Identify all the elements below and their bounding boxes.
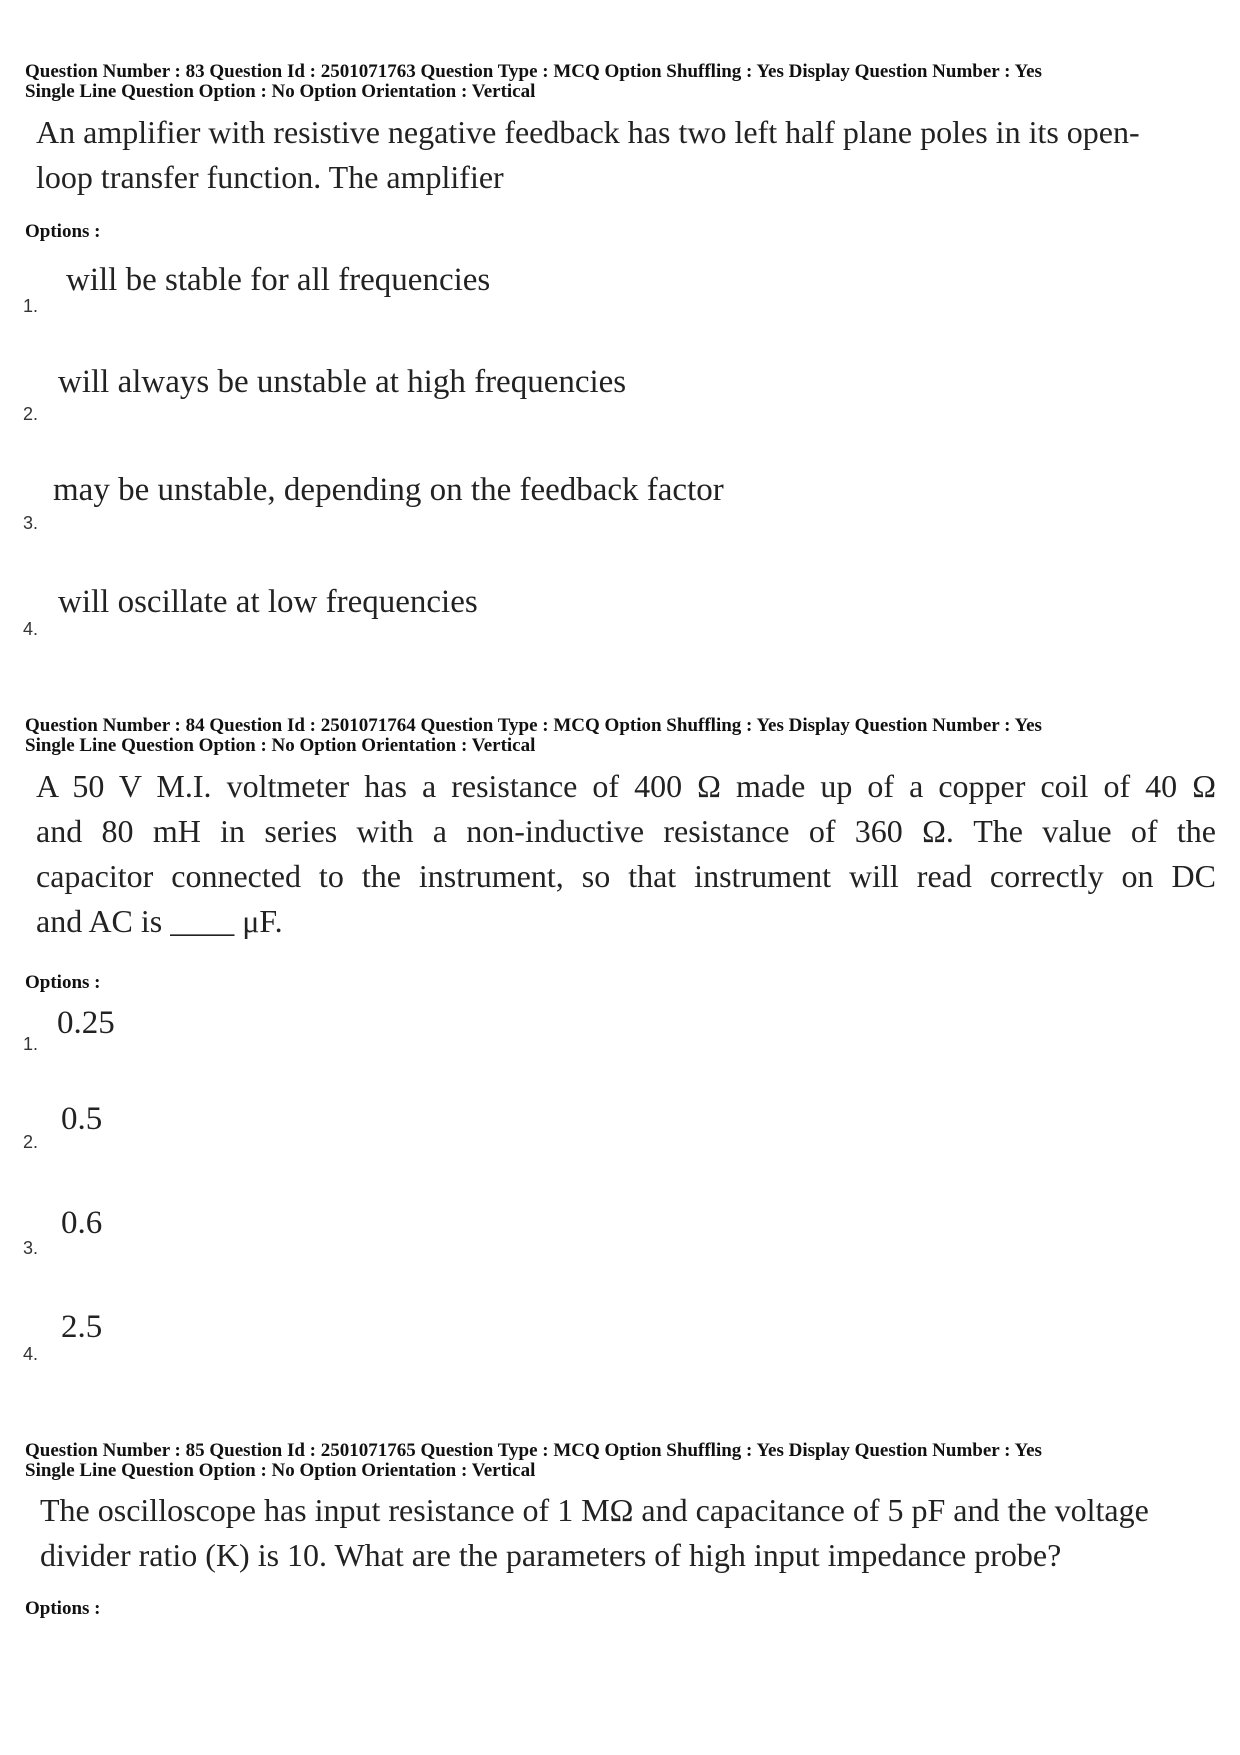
- question-text: [36, 764, 1216, 944]
- question-text-line: and AC is ____ μF.: [36, 903, 283, 939]
- option-number: 1.: [23, 296, 39, 316]
- question-meta: [25, 62, 1042, 102]
- question-meta-line: Single Line Question Option : No Option Orientation : Vertical: [25, 735, 536, 756]
- option-number: 1.: [23, 1034, 39, 1054]
- option-text[interactable]: 0.25: [57, 1005, 115, 1041]
- question-meta-line: Question Number : 84 Question Id : 2501071764 Question Type : MCQ Option Shuffling : Yes Display Question Number : Yes: [25, 715, 1042, 736]
- option-number: 2.: [23, 1132, 39, 1152]
- question-text-line: loop transfer function. The amplifier: [36, 159, 504, 195]
- options-label: Options :: [25, 972, 101, 993]
- question-meta-line: Question Number : 85 Question Id : 2501071765 Question Type : MCQ Option Shuffling : Yes Display Question Number : Yes: [25, 1440, 1042, 1461]
- question-text-line: and 80 mH in series with a non-inductive resistance of 360 Ω. The value of the: [36, 813, 1216, 849]
- question-text-line: A 50 V M.I. voltmeter has a resistance of 400 Ω made up of a copper coil of 40 Ω: [36, 768, 1216, 804]
- option-number: 3.: [23, 513, 39, 533]
- question-text-line: The oscilloscope has input resistance of 1 MΩ and capacitance of 5 pF and the voltage: [40, 1492, 1149, 1528]
- question-meta-line: Single Line Question Option : No Option Orientation : Vertical: [25, 1460, 536, 1481]
- option-text[interactable]: will oscillate at low frequencies: [58, 584, 478, 620]
- option-number: 3.: [23, 1238, 39, 1258]
- options-label: Options :: [25, 1598, 101, 1619]
- option-text[interactable]: 0.6: [61, 1205, 103, 1241]
- question-text-line: capacitor connected to the instrument, so that instrument will read correctly on DC: [36, 858, 1216, 894]
- option-number: 4.: [23, 619, 39, 639]
- option-number: 4.: [23, 1344, 39, 1364]
- question-text: [40, 1488, 1220, 1578]
- option-text[interactable]: 2.5: [61, 1309, 103, 1345]
- options-label: Options :: [25, 221, 101, 242]
- question-text: [36, 110, 1216, 200]
- question-text-line: An amplifier with resistive negative feedback has two left half plane poles in its open-: [36, 114, 1140, 150]
- option-text[interactable]: will be stable for all frequencies: [66, 262, 491, 298]
- question-meta-line: Single Line Question Option : No Option Orientation : Vertical: [25, 81, 536, 102]
- option-text[interactable]: may be unstable, depending on the feedback factor: [53, 472, 724, 508]
- question-meta-line: Question Number : 83 Question Id : 2501071763 Question Type : MCQ Option Shuffling : Yes Display Question Number : Yes: [25, 61, 1042, 82]
- question-meta: [25, 1441, 1042, 1481]
- question-meta: [25, 716, 1042, 756]
- question-text-line: divider ratio (K) is 10. What are the parameters of high input impedance probe?: [40, 1537, 1062, 1573]
- option-text[interactable]: will always be unstable at high frequencies: [58, 364, 627, 400]
- option-text[interactable]: 0.5: [61, 1101, 103, 1137]
- option-number: 2.: [23, 404, 39, 424]
